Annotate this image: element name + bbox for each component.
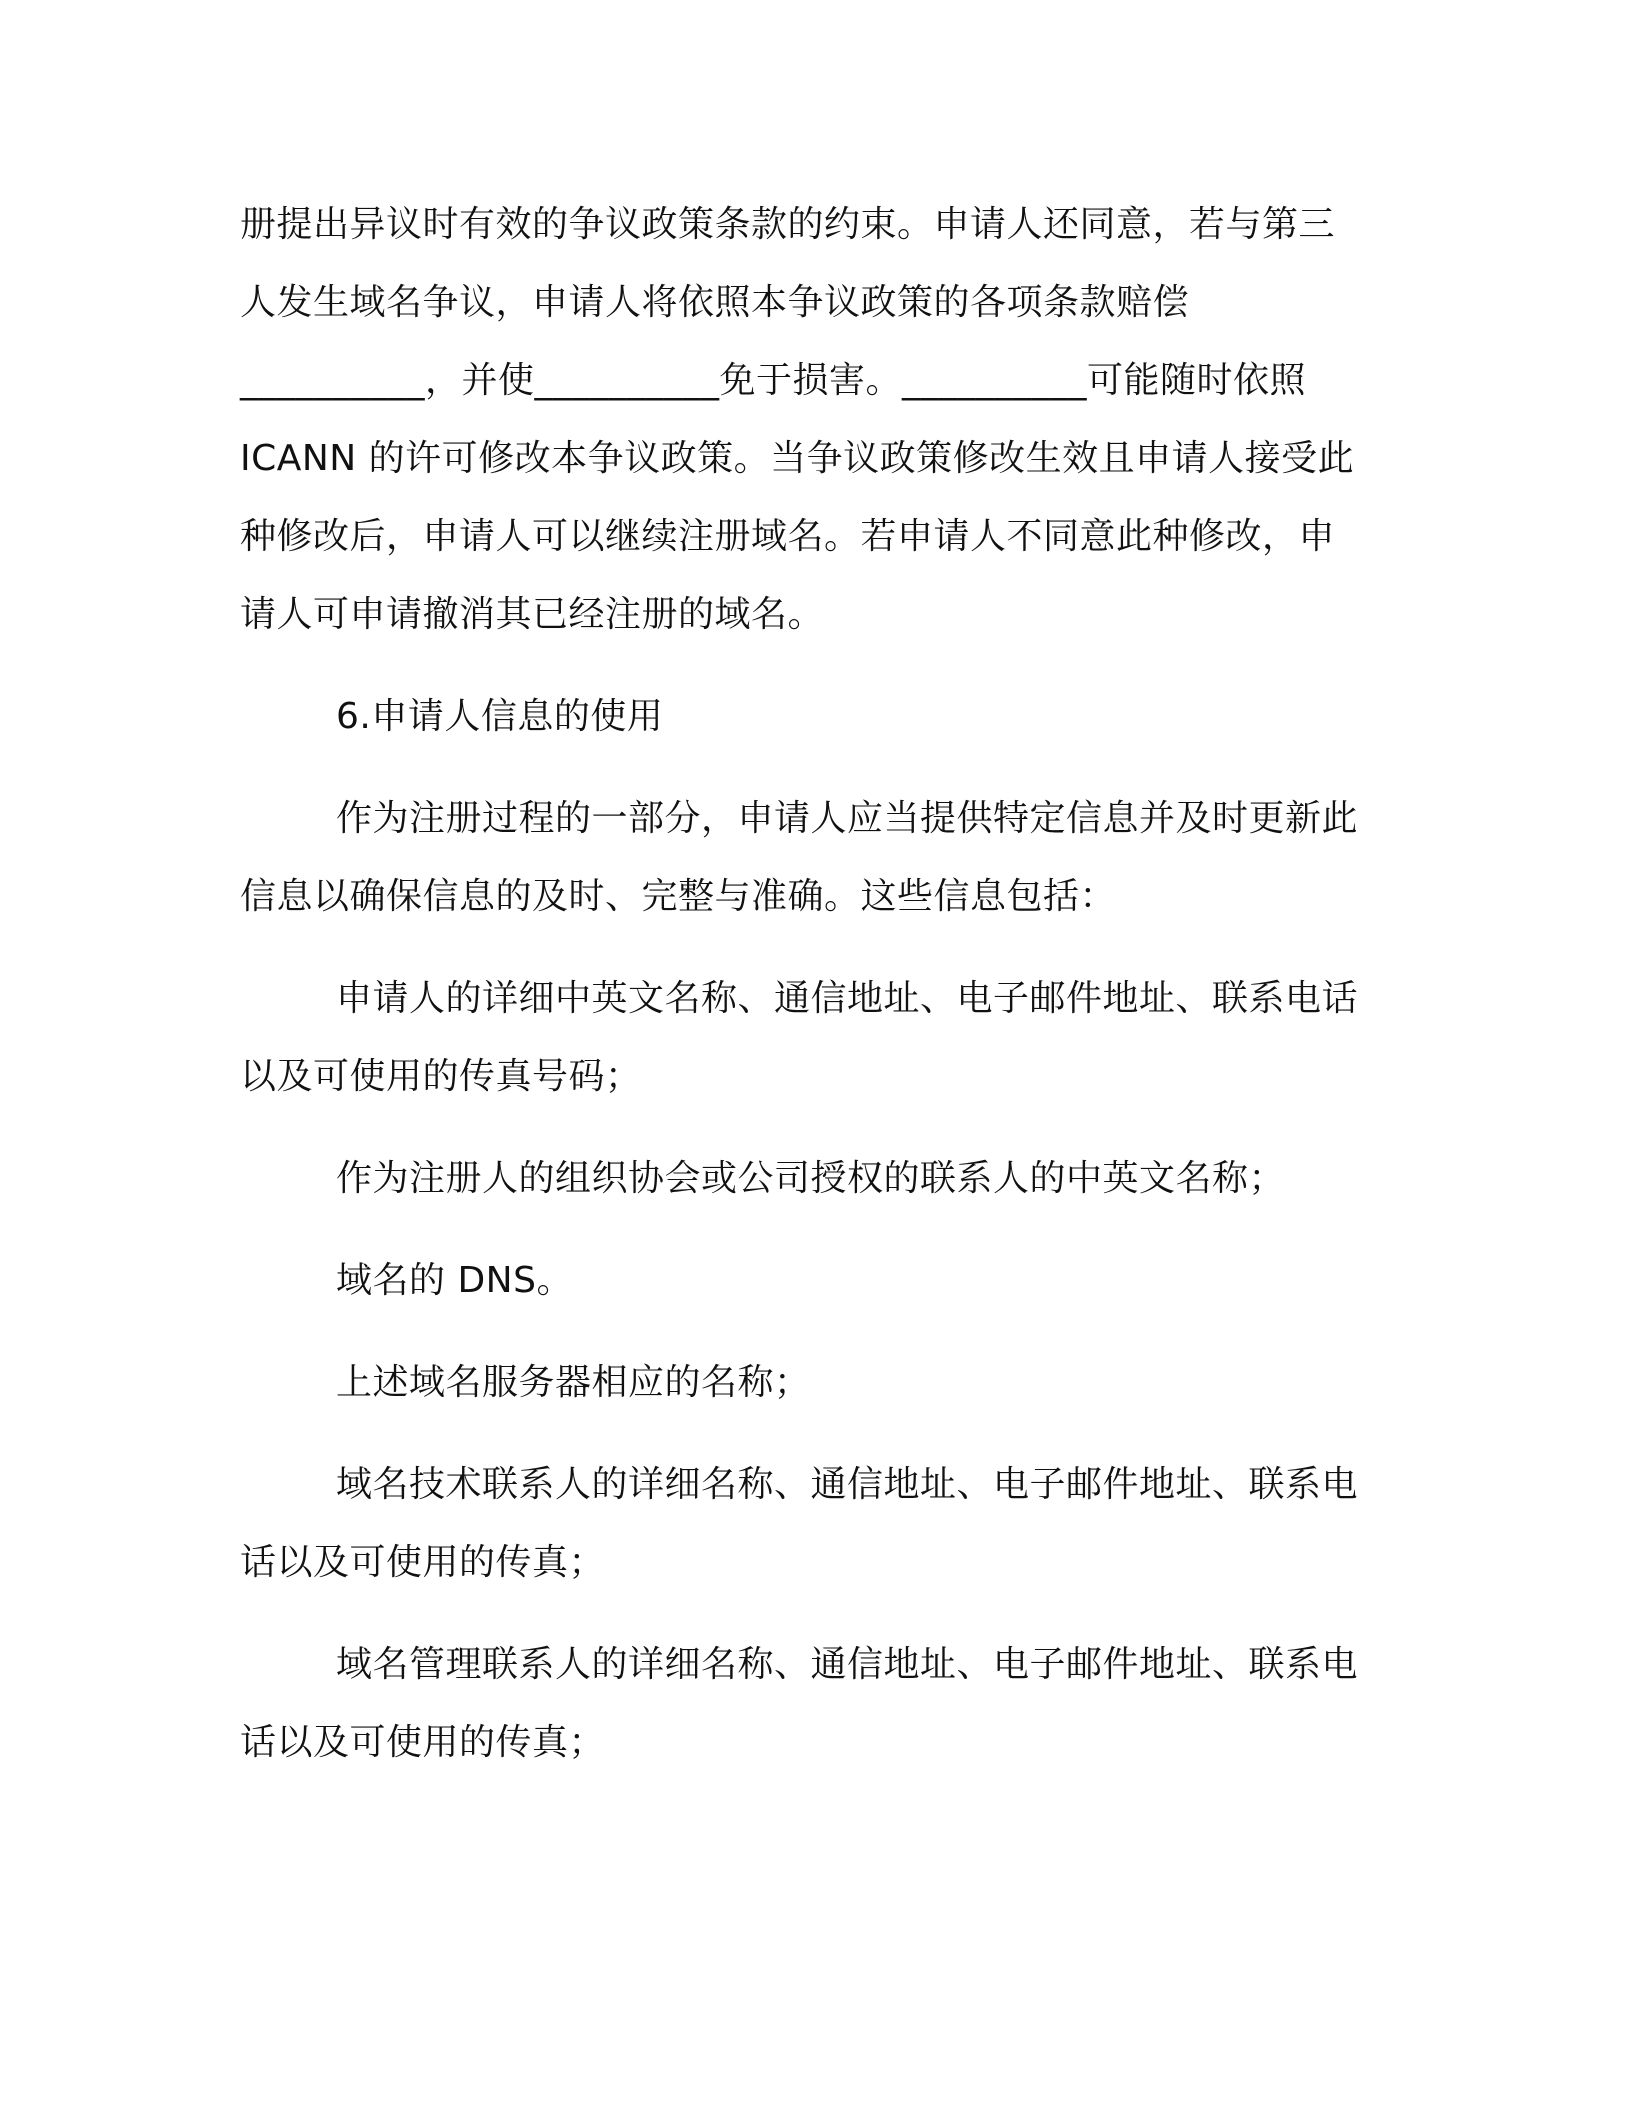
text-line: 域名管理联系人的详细名称、通信地址、电子邮件地址、联系电 bbox=[336, 1644, 1359, 1685]
list-item bbox=[240, 1446, 1380, 1602]
section-heading: 6.申请人信息的使用 bbox=[336, 696, 664, 737]
text-line: 话以及可使用的传真； bbox=[240, 1542, 606, 1583]
list-item bbox=[240, 1344, 1380, 1422]
text-line: 话以及可使用的传真； bbox=[240, 1722, 606, 1763]
text-line: 作为注册过程的一部分，申请人应当提供特定信息并及时更新此 bbox=[336, 798, 1359, 839]
text-line: 上述域名服务器相应的名称； bbox=[336, 1362, 811, 1403]
text-line: 种修改后，申请人可以继续注册域名。若申请人不同意此种修改，申 bbox=[240, 516, 1336, 557]
list-item bbox=[240, 1140, 1380, 1218]
text-line: 请人可申请撤消其已经注册的域名。 bbox=[240, 594, 825, 635]
intro-paragraph bbox=[240, 780, 1380, 936]
paragraph-continuation bbox=[240, 186, 1380, 654]
list-item bbox=[240, 1242, 1380, 1320]
text-line: 域名的 DNS。 bbox=[336, 1260, 573, 1301]
text-line: __________，并使__________免于损害。__________可能随时依照 bbox=[240, 360, 1307, 401]
text-line: 申请人的详细中英文名称、通信地址、电子邮件地址、联系电话 bbox=[336, 978, 1359, 1019]
text-line: 以及可使用的传真号码； bbox=[240, 1056, 642, 1097]
text-line: 信息以确保信息的及时、完整与准确。这些信息包括： bbox=[240, 876, 1117, 917]
document-body bbox=[240, 186, 1380, 1782]
list-item bbox=[240, 1626, 1380, 1782]
list-item bbox=[240, 960, 1380, 1116]
text-line: 域名技术联系人的详细名称、通信地址、电子邮件地址、联系电 bbox=[336, 1464, 1359, 1505]
text-line: 册提出异议时有效的争议政策条款的约束。申请人还同意，若与第三 bbox=[240, 204, 1336, 245]
text-line: 作为注册人的组织协会或公司授权的联系人的中英文名称； bbox=[336, 1158, 1286, 1199]
text-line: 人发生域名争议，申请人将依照本争议政策的各项条款赔偿 bbox=[240, 282, 1190, 323]
text-line: ICANN 的许可修改本争议政策。当争议政策修改生效且申请人接受此 bbox=[240, 438, 1355, 479]
